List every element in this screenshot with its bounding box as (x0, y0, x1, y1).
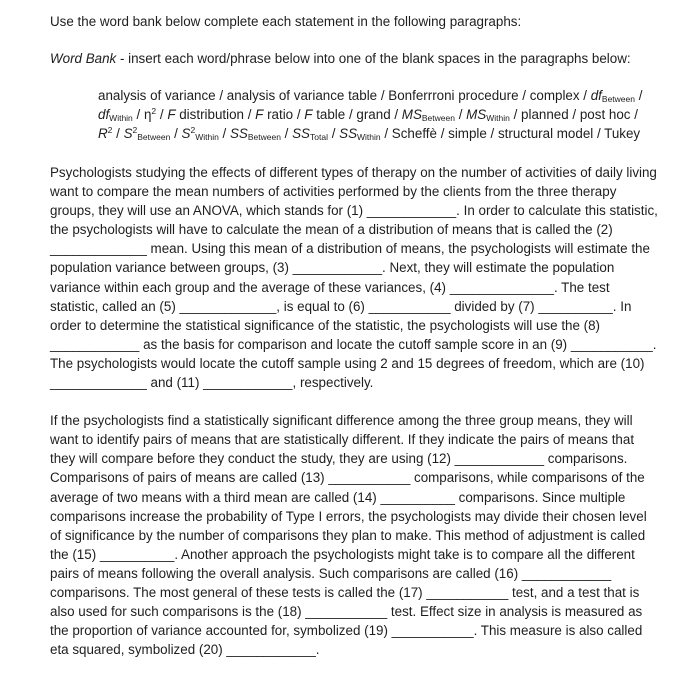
wb-f2: F (255, 107, 264, 122)
wb-t3b: / (156, 107, 168, 122)
wb-t7: / (454, 107, 467, 122)
wb-sub-between-2: Between (421, 113, 455, 123)
wb-ss-total: SS (292, 126, 310, 141)
wb-sub-within-3: Within (195, 132, 219, 142)
wb-t15: / Scheffè / simple / structural model / Tukey (380, 126, 641, 141)
wb-t9: / (112, 126, 124, 141)
wb-ss-between: SS (229, 126, 248, 141)
wb-t5: ratio / (263, 107, 305, 122)
wb-ms-between: MS (401, 107, 422, 122)
wb-df-between: df (590, 88, 602, 103)
wb-sub-within-4: Within (357, 132, 381, 142)
wb-eta: η (143, 107, 152, 122)
wb-sub-within-1: Within (109, 113, 133, 123)
wb-sup-3: 2 (132, 125, 138, 135)
wb-ss-within: SS (339, 126, 358, 141)
wb-sub-within-2: Within (486, 113, 510, 123)
wb-t6: table / grand / (312, 107, 402, 122)
wb-t4: distribution / (175, 107, 256, 122)
wb-sub-between-4: Between (247, 132, 281, 142)
wb-sub-total: Total (310, 132, 328, 142)
wb-sup-1: 2 (151, 106, 157, 116)
wb-s2: S (181, 126, 191, 141)
wb-s1: S (123, 126, 133, 141)
paragraph-anova: Psychologists studying the effects of different types of therapy on the number of activities of daily living want to compare the mean numbers of activities performed by the clients from the three therapy groups, they will use an ANOVA, which stands for (1) ____________. In order to calculate this statistic, the psychologists will have to calculate the mean of a distribution of means that is called the (2) _____________ mean. Using this mean of a distribution of means, the psychologists will estimate the population variance between groups, (3) ____________. Next, they will estimate the population variance within each group and the average of these variances, (4) ______________. The test statistic, called an (5) _____________, is equal to (6) ___________ divided by (7) __________. In order to determine the statistical significance of the statistic, the psychologists will use the (8) ____________ as the basis for comparison and locate the cutoff sample score in an (9) ___________. The psychologists would locate the cutoff sample using 2 and 15 degrees of freedom, which are (10) _____________ and (11) ____________, respectively. (50, 165, 658, 391)
word-bank-list (98, 86, 652, 143)
word-bank-label: Word Bank (50, 51, 117, 66)
wb-sup-2: 2 (107, 125, 113, 135)
wb-t13: / (327, 126, 340, 141)
wb-sub-between-1: Between (601, 94, 635, 104)
paragraph-comparisons: If the psychologists find a statistically significant difference among the three group means, they will want to identify pairs of means that are statistically different. If they indicate the pairs of means that they will compare before they conduct the study, they are using (12) ____________ comparisons. Comparisons of pairs of means are called (13) ___________ comparisons, while comparisons of the average of two means with a third mean are called (14) __________ comparisons. Since multiple comparisons increase the probability of Type I errors, the psychologists may divide their chosen level of significance by the number of comparisons they plan to make. This method of adjustment is called the (15) __________. Another approach the psychologists might take is to compare all the different pairs of means following the overall analysis. Such comparisons are called (16) ____________ comparisons. The most general of these tests is called the (17) ___________ test, and a test that is also used for such comparisons is the (18) ___________ test. Effect size in analysis is measured as the proportion of variance accounted for, symbolized (19) ___________. This measure is also called eta squared, symbolized (20) ____________. (50, 413, 647, 658)
wb-t10: / (170, 126, 182, 141)
wb-f3: F (304, 107, 313, 122)
instruction-text: Use the word bank below complete each statement in the following paragraphs: (50, 14, 522, 29)
wb-t11: / (218, 126, 230, 141)
wb-t12: / (280, 126, 293, 141)
word-bank-intro: - insert each word/phrase below into one of the blank spaces in the paragraphs below: (116, 51, 631, 66)
wb-df-within: df (98, 107, 110, 122)
wb-sup-4: 2 (190, 125, 196, 135)
wb-t8: / planned / post hoc / (509, 107, 638, 122)
wb-t3: / (132, 107, 144, 122)
wb-sub-between-3: Between (137, 132, 171, 142)
wb-f1: F (167, 107, 176, 122)
wb-t2: / (635, 88, 643, 103)
wb-r: R (98, 126, 108, 141)
word-bank-heading (50, 49, 660, 68)
wb-t1: analysis of variance / analysis of variance table / Bonferrroni procedure / complex / (98, 88, 591, 103)
wb-ms-within: MS (466, 107, 487, 122)
